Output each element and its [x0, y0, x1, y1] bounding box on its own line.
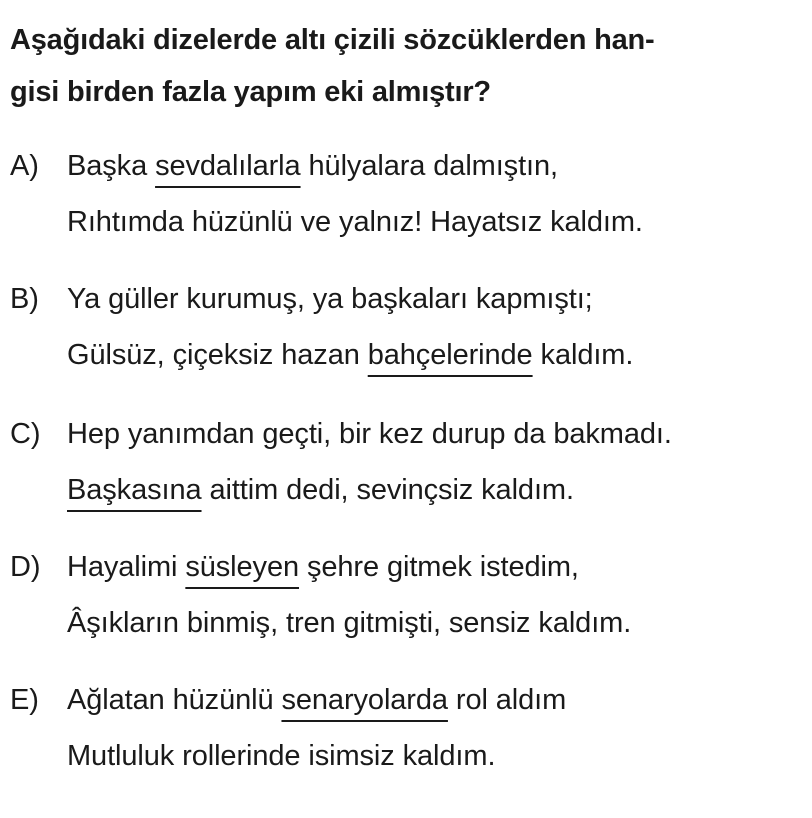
option-c-line-2	[67, 462, 810, 518]
option-d-line-2: Âşıkların binmiş, tren gitmişti, sensiz kaldım.	[67, 607, 632, 639]
option-c-line-1: Hep yanımdan geçti, bir kez durup da bakmadı.	[67, 418, 672, 450]
option-b-line-2	[67, 327, 810, 383]
option-b-line-2-after: kaldım.	[532, 339, 634, 371]
option-a-line-1-before: Başka	[67, 150, 156, 182]
question-line-1: Aşağıdaki dizelerde altı çizili sözcüklerden han-	[10, 24, 655, 56]
option-e-line-2: Mutluluk rollerinde isimsiz kaldım.	[67, 740, 496, 772]
option-a-line-1	[67, 138, 810, 194]
option-e-underlined-word: senaryolarda	[281, 684, 448, 716]
option-b[interactable]	[10, 271, 810, 383]
option-c-underlined-word: Başkasına	[67, 474, 202, 506]
question-stem	[10, 14, 810, 118]
option-e[interactable]	[10, 672, 810, 784]
option-e-letter: E)	[10, 684, 39, 716]
option-d-line-1-before: Hayalimi	[67, 551, 186, 583]
option-a-underlined-word: sevdalılarla	[155, 150, 301, 182]
option-d-letter: D)	[10, 551, 41, 583]
option-e-line-1-after: rol aldım	[447, 684, 567, 716]
option-e-line-1-before: Ağlatan hüzünlü	[67, 684, 282, 716]
option-a-line-2: Rıhtımda hüzünlü ve yalnız! Hayatsız kaldım.	[67, 206, 643, 238]
question-line-2: gisi birden fazla yapım eki almıştır?	[10, 76, 491, 108]
option-b-line-1: Ya güller kurumuş, ya başkaları kapmıştı;	[67, 283, 593, 315]
option-a[interactable]	[10, 138, 810, 250]
option-e-line-1	[67, 672, 810, 728]
option-d[interactable]	[10, 539, 810, 651]
option-a-line-1-after: hülyalara dalmıştın,	[300, 150, 558, 182]
option-d-line-1	[67, 539, 810, 595]
option-c[interactable]	[10, 406, 810, 518]
option-c-line-2-after: aittim dedi, sevinçsiz kaldım.	[201, 474, 574, 506]
option-b-underlined-word: bahçelerinde	[367, 339, 533, 371]
option-c-letter: C)	[10, 418, 41, 450]
option-d-line-1-after: şehre gitmek istedim,	[299, 551, 579, 583]
option-a-letter: A)	[10, 150, 39, 182]
option-b-letter: B)	[10, 283, 39, 315]
option-d-underlined-word: süsleyen	[185, 551, 300, 583]
option-b-line-2-before: Gülsüz, çiçeksiz hazan	[67, 339, 368, 371]
